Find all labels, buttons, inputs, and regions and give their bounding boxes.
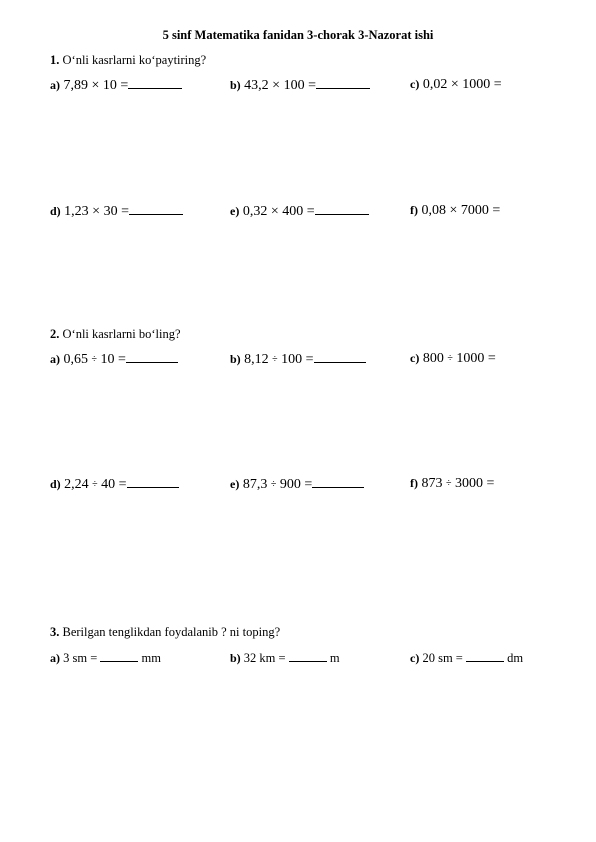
exercise-item — [410, 351, 496, 367]
item-expression: 20 sm = — [419, 651, 466, 665]
item-operand: 0,65 — [60, 352, 92, 367]
item-label: c) — [410, 651, 420, 665]
question-1-heading — [50, 53, 206, 68]
division-sign-icon: ÷ — [272, 354, 278, 365]
item-label: b) — [230, 78, 241, 92]
division-sign-icon: ÷ — [91, 354, 97, 365]
exercise-item — [50, 77, 182, 94]
item-label: d) — [50, 204, 61, 218]
item-unit: dm — [503, 651, 524, 665]
item-label: b) — [230, 352, 241, 366]
exercise-item — [230, 351, 366, 368]
answer-blank[interactable] — [128, 77, 182, 89]
exercise-item — [50, 650, 161, 666]
answer-blank[interactable] — [126, 351, 178, 363]
item-label: d) — [50, 477, 61, 491]
item-expression: 3 sm = — [60, 651, 101, 665]
exercise-item — [410, 476, 494, 492]
exercise-item — [230, 77, 370, 94]
item-label: a) — [50, 651, 60, 665]
question-text: O‘nli kasrlarni bo‘ling? — [59, 327, 181, 341]
item-expression: 0,08 × 7000 = — [418, 203, 501, 218]
division-sign-icon: ÷ — [447, 353, 453, 364]
answer-blank[interactable] — [314, 351, 366, 363]
item-operand: 100 = — [277, 352, 314, 367]
item-expression: 0,02 × 1000 = — [419, 77, 502, 92]
exercise-item — [230, 476, 364, 493]
answer-blank[interactable] — [316, 77, 370, 89]
item-operand: 10 = — [97, 352, 126, 367]
division-sign-icon: ÷ — [446, 478, 452, 489]
question-number: 2. — [50, 327, 60, 341]
answer-blank[interactable] — [100, 650, 138, 662]
item-label: e) — [230, 204, 240, 218]
exercise-row — [0, 476, 596, 494]
item-expression: 7,89 × 10 = — [60, 78, 129, 93]
item-operand: 3000 = — [451, 476, 495, 491]
item-operand: 900 = — [276, 477, 313, 492]
exercise-row — [0, 77, 596, 95]
item-label: e) — [230, 477, 240, 491]
item-operand: 87,3 — [239, 477, 271, 492]
question-number: 1. — [50, 53, 60, 67]
question-number: 3. — [50, 625, 60, 639]
item-label: f) — [410, 203, 418, 217]
exercise-item — [50, 203, 183, 220]
item-operand: 1000 = — [452, 351, 496, 366]
exercise-item — [50, 476, 179, 493]
item-expression: 32 km = — [240, 651, 289, 665]
answer-blank[interactable] — [129, 203, 183, 215]
exercise-row — [0, 650, 596, 668]
item-label: a) — [50, 352, 60, 366]
answer-blank[interactable] — [315, 203, 369, 215]
item-label: c) — [410, 351, 420, 365]
exercise-item — [230, 203, 369, 220]
division-sign-icon: ÷ — [92, 479, 98, 490]
question-3-heading — [50, 625, 280, 640]
item-label: c) — [410, 77, 420, 91]
exercise-row — [0, 351, 596, 369]
page-title: 5 sinf Matematika fanidan 3-chorak 3-Nazorat ishi — [162, 28, 434, 42]
exercise-item — [50, 351, 178, 368]
item-operand: 8,12 — [240, 352, 273, 367]
item-expression: 43,2 × 100 = — [240, 78, 316, 93]
item-operand: 800 — [419, 351, 448, 366]
item-unit: mm — [138, 651, 161, 665]
item-label: a) — [50, 78, 60, 92]
answer-blank[interactable] — [289, 650, 327, 662]
exercise-item — [410, 203, 500, 219]
item-label: f) — [410, 476, 418, 490]
answer-blank[interactable] — [127, 476, 179, 488]
exercise-item — [410, 77, 502, 93]
item-expression: 1,23 × 30 = — [60, 204, 129, 219]
item-expression: 0,32 × 400 = — [239, 204, 315, 219]
item-operand: 2,24 — [60, 477, 93, 492]
question-text: O‘nli kasrlarni ko‘paytiring? — [59, 53, 207, 67]
question-2-heading — [50, 327, 181, 342]
answer-blank[interactable] — [312, 476, 364, 488]
division-sign-icon: ÷ — [270, 479, 277, 490]
exercise-row — [0, 203, 596, 221]
question-text: Berilgan tenglikdan foydalanib ? ni toping? — [59, 625, 281, 639]
item-operand: 873 — [418, 476, 446, 491]
item-unit: m — [326, 651, 340, 665]
item-operand: 40 = — [97, 477, 127, 492]
item-label: b) — [230, 651, 241, 665]
answer-blank[interactable] — [466, 650, 504, 662]
exercise-item — [230, 650, 340, 666]
exercise-item — [410, 650, 523, 666]
